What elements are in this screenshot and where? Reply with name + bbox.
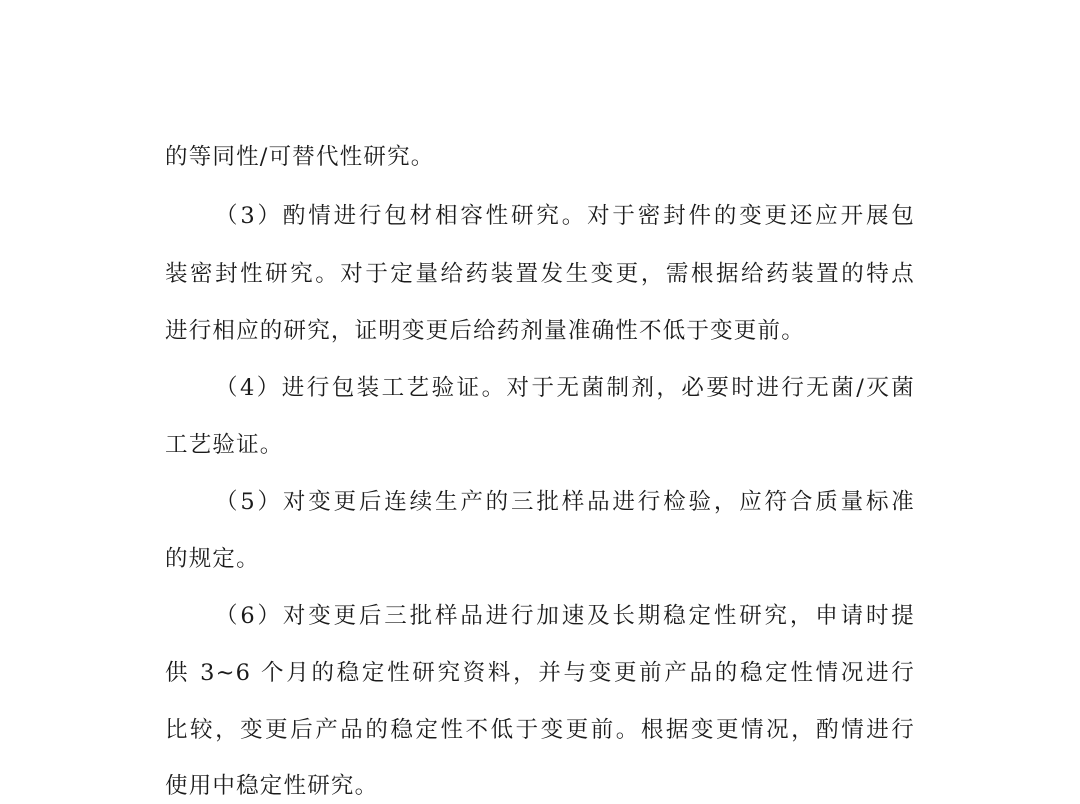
text-line-3: 装密封性研究。对于定量给药装置发生变更，需根据给药装置的特点 bbox=[165, 261, 915, 287]
text-line-2: （3）酌情进行包材相容性研究。对于密封件的变更还应开展包 bbox=[215, 203, 915, 229]
text-line-1: 的等同性/可替代性研究。 bbox=[165, 144, 435, 170]
text-line-5: （4）进行包装工艺验证。对于无菌制剂，必要时进行无菌/灭菌 bbox=[215, 375, 915, 401]
text-line-4: 进行相应的研究，证明变更后给药剂量准确性不低于变更前。 bbox=[165, 318, 805, 344]
text-line-6: 工艺验证。 bbox=[165, 432, 284, 458]
text-line-7: （5）对变更后连续生产的三批样品进行检验，应符合质量标准 bbox=[215, 489, 915, 515]
text-line-11: 比较，变更后产品的稳定性不低于变更前。根据变更情况，酌情进行 bbox=[165, 717, 915, 743]
text-line-9: （6）对变更后三批样品进行加速及长期稳定性研究，申请时提 bbox=[215, 603, 915, 629]
text-line-10: 供 3~6 个月的稳定性研究资料，并与变更前产品的稳定性情况进行 bbox=[165, 660, 915, 686]
text-line-12: 使用中稳定性研究。 bbox=[165, 773, 379, 799]
text-line-8: 的规定。 bbox=[165, 546, 260, 572]
